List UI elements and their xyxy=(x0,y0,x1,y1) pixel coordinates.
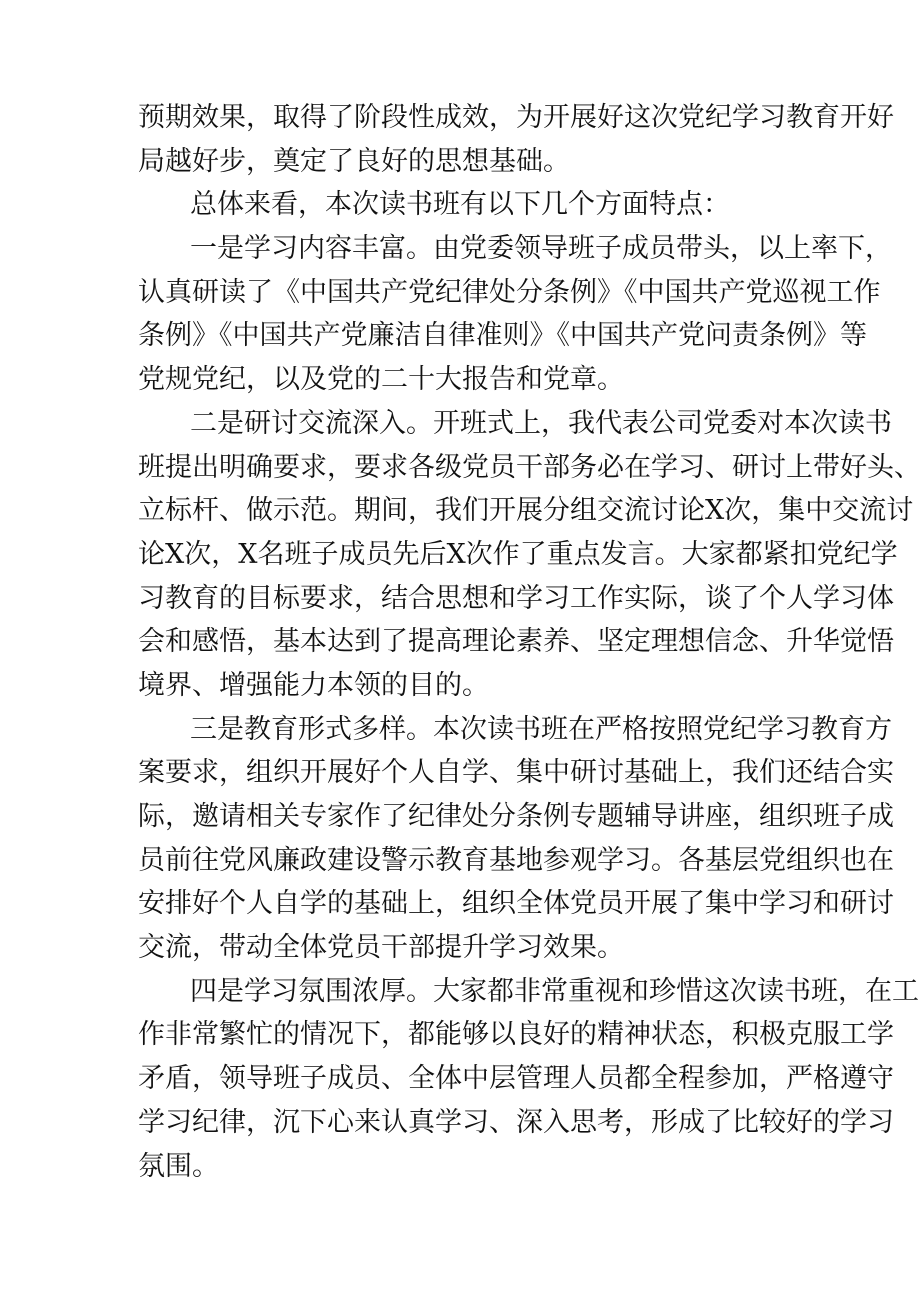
text-line: 氛围。 xyxy=(138,1150,219,1182)
document-body xyxy=(138,96,921,1188)
paragraph-intro xyxy=(138,96,894,183)
paragraph-four xyxy=(138,970,919,1188)
text-line: 认真研读了《中国共产党纪律处分条例》《中国共产党巡视工作 xyxy=(138,276,881,308)
text-line: 作非常繁忙的情况下，都能够以良好的精神状态，积极克服工学 xyxy=(138,1019,894,1051)
paragraph-three xyxy=(138,708,894,970)
paragraph-one xyxy=(138,227,892,402)
text-line: 二是研讨交流深入。开班式上，我代表公司党委对本次读书 xyxy=(190,407,892,439)
text-line: 班提出明确要求，要求各级党员干部务必在学习、研讨上带好头、 xyxy=(138,451,921,483)
text-line: 矛盾，领导班子成员、全体中层管理人员都全程参加，严格遵守 xyxy=(138,1063,894,1095)
text-line: 学习纪律，沉下心来认真学习、深入思考，形成了比较好的学习 xyxy=(138,1106,894,1138)
text-line: 总体来看，本次读书班有以下几个方面特点： xyxy=(190,189,730,221)
text-line: 四是学习氛围浓厚。大家都非常重视和珍惜这次读书班，在工 xyxy=(190,975,919,1007)
text-line: 党规党纪，以及党的二十大报告和党章。 xyxy=(138,364,624,396)
text-line: 三是教育形式多样。本次读书班在严格按照党纪学习教育方 xyxy=(190,713,892,745)
text-line: 际，邀请相关专家作了纪律处分条例专题辅导讲座，组织班子成 xyxy=(138,801,894,832)
paragraph-summary xyxy=(138,183,798,227)
text-line: 安排好个人自学的基础上，组织全体党员开展了集中学习和研讨 xyxy=(138,888,894,920)
text-line: 境界、增强能力本领的目的。 xyxy=(138,669,489,701)
paragraph-two xyxy=(138,402,921,708)
text-line: 条例》《中国共产党廉洁自律准则》《中国共产党问责条例》等 xyxy=(138,320,867,352)
text-line: 立标杆、做示范。期间，我们开展分组交流讨论X次，集中交流讨 xyxy=(138,495,914,527)
text-line: 交流，带动全体党员干部提升学习效果。 xyxy=(138,932,624,964)
text-line: 局越好步，奠定了良好的思想基础。 xyxy=(138,145,570,177)
text-line: 预期效果，取得了阶段性成效，为开展好这次党纪学习教育开好 xyxy=(138,102,894,133)
text-line: 论X次，X名班子成员先后X次作了重点发言。大家都紧扣党纪学 xyxy=(138,538,898,570)
text-line: 会和感悟，基本达到了提高理论素养、坚定理想信念、升华觉悟 xyxy=(138,626,894,658)
text-line: 习教育的目标要求，结合思想和学习工作实际，谈了个人学习体 xyxy=(138,582,894,614)
text-line: 一是学习内容丰富。由党委领导班子成员带头，以上率下， xyxy=(190,233,892,265)
text-line: 案要求，组织开展好个人自学、集中研讨基础上，我们还结合实 xyxy=(138,757,894,789)
text-line: 员前往党风廉政建设警示教育基地参观学习。各基层党组织也在 xyxy=(138,844,894,876)
